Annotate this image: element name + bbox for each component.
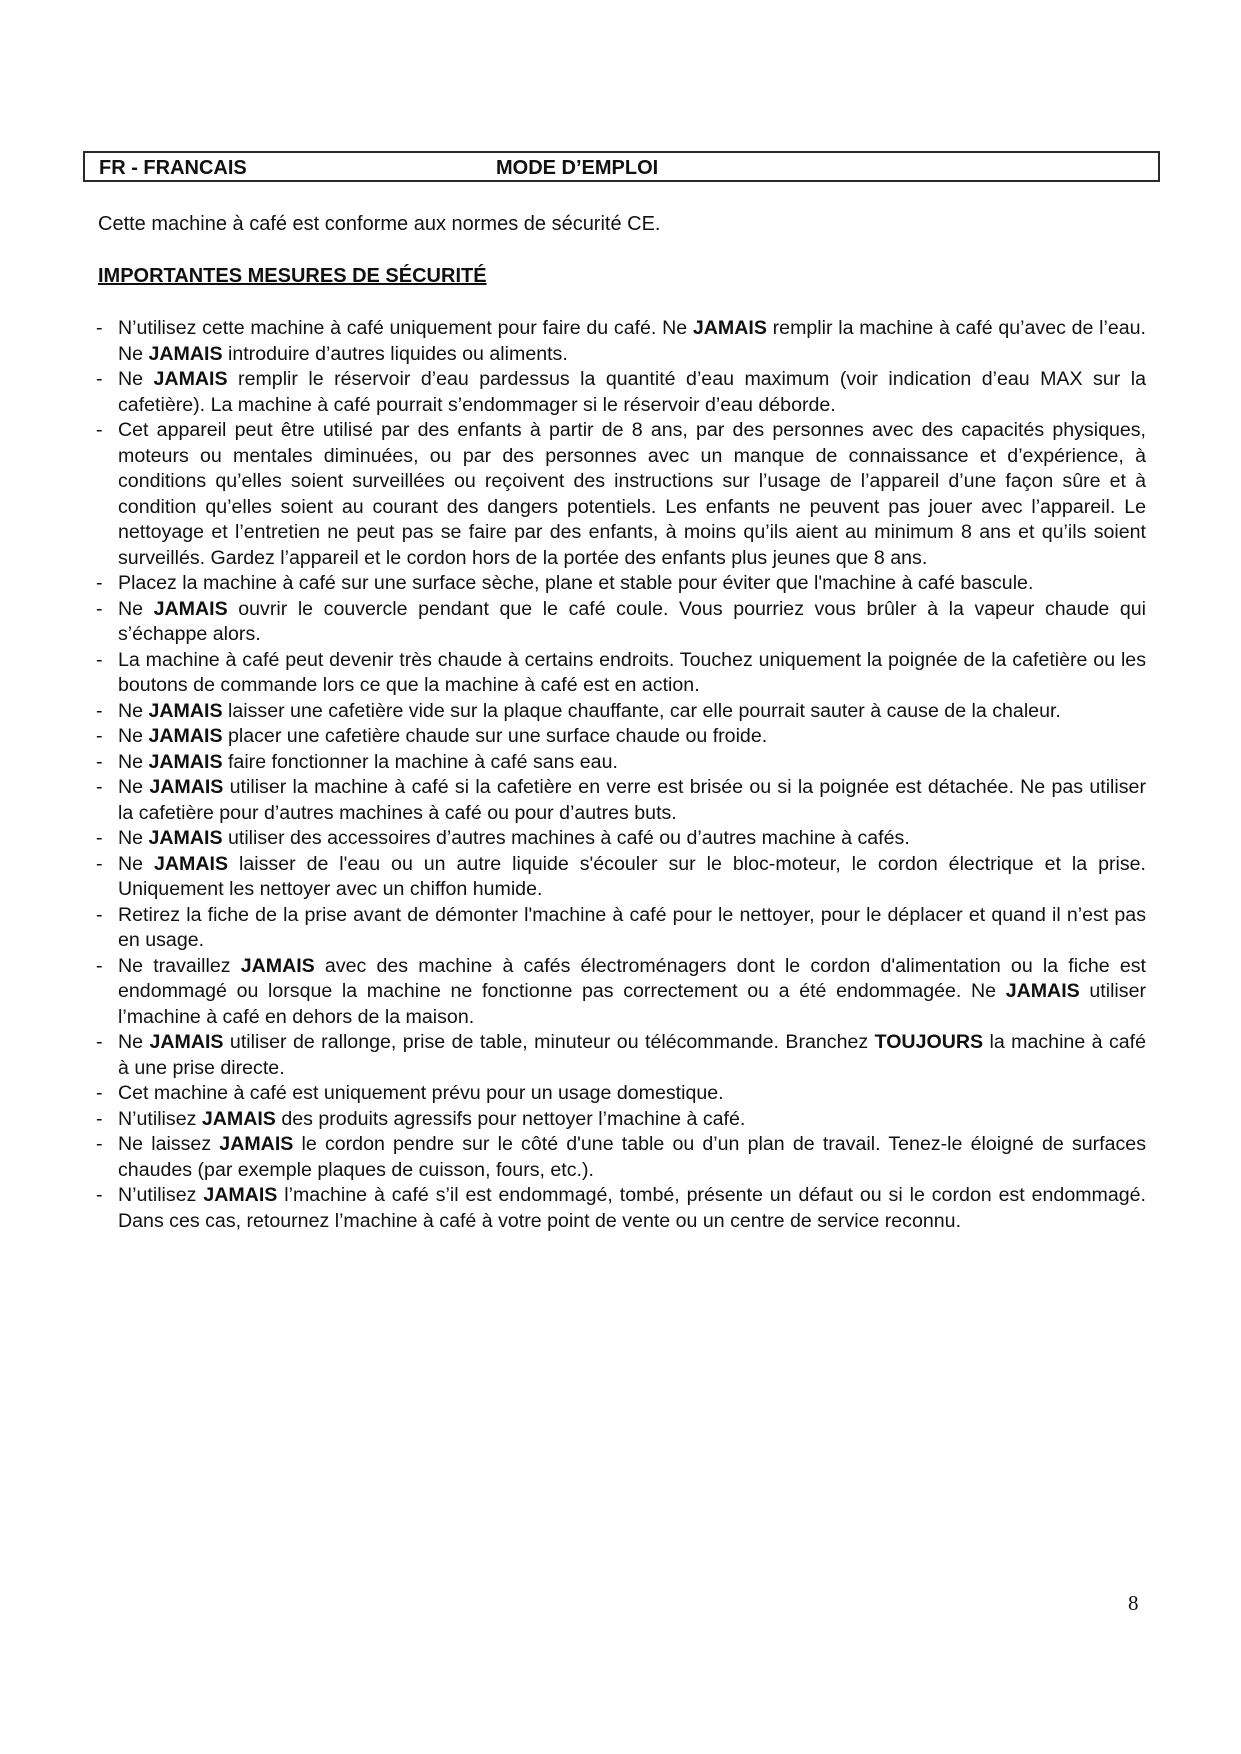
list-item: [94, 775, 1146, 826]
emphasis-text: JAMAIS: [153, 597, 228, 620]
item-text: introduire d’autres liquides ou aliments.: [222, 342, 568, 365]
emphasis-text: JAMAIS: [148, 827, 223, 849]
item-text: utiliser l’machine à café en dehors de la maison.: [118, 980, 1146, 1028]
list-marker: -: [96, 1133, 103, 1155]
list-item: [94, 597, 1146, 648]
emphasis-text: JAMAIS: [154, 852, 229, 875]
page-number: 8: [1128, 1591, 1139, 1615]
list-item: [94, 316, 1146, 367]
document-header: [83, 151, 1160, 182]
list-item: [94, 367, 1146, 418]
section-title: IMPORTANTES MESURES DE SÉCURITÉ: [98, 265, 487, 287]
list-item: [94, 648, 1146, 699]
list-marker: -: [96, 317, 103, 339]
emphasis-text: JAMAIS: [149, 776, 224, 798]
list-marker: -: [96, 827, 103, 849]
list-marker: -: [96, 419, 103, 441]
list-marker: -: [96, 725, 103, 747]
item-text: N’utilisez cette machine à café uniquement pour faire du café. Ne: [118, 317, 693, 339]
item-text: N’utilisez: [118, 1107, 202, 1130]
item-text: Ne: [118, 368, 154, 390]
list-item: [94, 1183, 1146, 1234]
emphasis-text: JAMAIS: [148, 750, 223, 773]
safety-instructions-list: [94, 316, 1146, 1234]
intro-paragraph: Cette machine à café est conforme aux normes de sécurité CE.: [98, 213, 661, 235]
emphasis-text: JAMAIS: [201, 1107, 276, 1130]
item-text: remplir le réservoir d’eau pardessus la quantité d’eau maximum (voir indication d’eau MAX sur la cafetière). La machine à café pourrait s’endommager si le réservoir d’eau déborde.: [118, 368, 1146, 416]
list-item: [94, 1107, 1146, 1133]
list-marker: -: [96, 852, 103, 875]
item-text: Ne: [118, 699, 149, 722]
list-marker: -: [96, 648, 103, 671]
item-text: Ne: [118, 776, 150, 798]
list-item: [94, 954, 1146, 1031]
emphasis-text: JAMAIS: [240, 954, 315, 977]
item-text: N’utilisez: [118, 1184, 204, 1206]
item-text: Placez la machine à café sur une surface sèche, plane et stable pour éviter que l'machine à café bascule.: [118, 572, 1034, 594]
item-text: laisser de l'eau ou un autre liquide s'écouler sur le bloc-moteur, le cordon électrique et la prise. Uniquement les nettoyer avec un chiffon humide.: [118, 852, 1146, 900]
list-marker: -: [96, 1184, 103, 1206]
item-text: la machine à café à une prise directe.: [118, 1031, 1146, 1079]
list-marker: -: [96, 1031, 103, 1053]
list-item: [94, 903, 1146, 954]
item-text: le cordon pendre sur le côté d'une table ou d’un plan de travail. Tenez-le éloigné de surfaces chaudes (par exemple plaques de cuisson, fours, etc.).: [118, 1133, 1146, 1181]
item-text: des produits agressifs pour nettoyer l’machine à café.: [275, 1107, 746, 1130]
list-item: [94, 418, 1146, 571]
item-text: utiliser des accessoires d’autres machines à café ou d’autres machine à cafés.: [222, 827, 910, 849]
emphasis-text: JAMAIS: [148, 699, 223, 722]
emphasis-text: JAMAIS: [1005, 980, 1080, 1002]
item-text: Ne: [118, 827, 149, 849]
list-marker: -: [96, 1082, 103, 1104]
list-marker: -: [96, 699, 103, 722]
emphasis-text: JAMAIS: [149, 1031, 224, 1053]
list-item: [94, 1132, 1146, 1183]
item-text: avec des machine à cafés électroménagers dont le cordon d'alimentation ou la fiche est endommagé ou lorsque la machine ne fonctionne pas correctement ou a été endommagée. Ne: [118, 954, 1146, 1002]
item-text: Ne laissez: [118, 1133, 220, 1155]
language-label: FR - FRANCAIS: [99, 157, 247, 179]
emphasis-text: TOUJOURS: [874, 1031, 984, 1053]
emphasis-text: JAMAIS: [148, 725, 223, 747]
item-text: Ne: [118, 1031, 150, 1053]
list-item: [94, 571, 1146, 597]
item-text: Ne travaillez: [118, 954, 241, 977]
item-text: laisser une cafetière vide sur la plaque chauffante, car elle pourrait sauter à cause de la chaleur.: [222, 699, 1061, 722]
item-text: ouvrir le couvercle pendant que le café coule. Vous pourriez vous brûler à la vapeur chaude qui s’échappe alors.: [118, 597, 1146, 645]
list-item: [94, 699, 1146, 725]
item-text: faire fonctionner la machine à café sans eau.: [222, 750, 618, 773]
item-text: remplir la machine à café qu’avec de l’eau. Ne: [118, 317, 1146, 365]
list-marker: -: [96, 776, 103, 798]
list-marker: -: [96, 572, 103, 594]
emphasis-text: JAMAIS: [203, 1184, 278, 1206]
list-item: [94, 750, 1146, 776]
item-text: l’machine à café s’il est endommagé, tombé, présente un défaut ou si le cordon est endommagé. Dans ces cas, retournez l’machine à café à votre point de vente ou un centre de service reconnu.: [118, 1184, 1146, 1232]
item-text: Ne: [118, 597, 154, 620]
item-text: La machine à café peut devenir très chaude à certains endroits. Touchez uniquement la poignée de la cafetière ou les boutons de commande lors ce que la machine à café est en action.: [118, 648, 1146, 696]
manual-title: MODE D’EMPLOI: [496, 157, 659, 179]
item-text: Ne: [118, 852, 154, 875]
item-text: Retirez la fiche de la prise avant de démonter l'machine à café pour le nettoyer, pour le déplacer et quand il n’est pas en usage.: [118, 903, 1146, 951]
emphasis-text: JAMAIS: [219, 1133, 294, 1155]
item-text: utiliser de rallonge, prise de table, minuteur ou télécommande. Branchez: [223, 1031, 875, 1053]
item-text: placer une cafetière chaude sur une surface chaude ou froide.: [222, 725, 768, 747]
item-text: Cet appareil peut être utilisé par des enfants à partir de 8 ans, par des personnes avec des capacités physiques, moteurs ou mentales diminuées, ou par des personnes avec un manque de connaissance et d’expérience, à conditions qu’elles soient surveillées ou reçoivent des instructions sur l’usage de l’appareil d’une façon sûre et à condition qu’elles soient au courant des dangers potentiels. Les enfants ne peuvent pas jouer avec l’appareil. Le nettoyage et l’entretien ne peut pas se faire par des enfants, à moins qu’ils aient au minimum 8 ans et qu’ils soient surveillés. Gardez l’appareil et le cordon hors de la portée des enfants plus jeunes que 8 ans.: [118, 419, 1146, 569]
list-marker: -: [96, 597, 103, 620]
emphasis-text: JAMAIS: [153, 368, 228, 390]
emphasis-text: JAMAIS: [148, 342, 223, 365]
list-marker: -: [96, 954, 103, 977]
item-text: Ne: [118, 750, 149, 773]
emphasis-text: JAMAIS: [692, 317, 767, 339]
list-marker: -: [96, 903, 103, 926]
item-text: utiliser la machine à café si la cafetière en verre est brisée ou si la poignée est détachée. Ne pas utiliser la cafetière pour d’autres machines à café ou pour d’autres buts.: [118, 776, 1146, 824]
list-item: [94, 724, 1146, 750]
list-marker: -: [96, 368, 103, 390]
list-item: [94, 826, 1146, 852]
item-text: Ne: [118, 725, 149, 747]
list-item: [94, 852, 1146, 903]
list-marker: -: [96, 750, 103, 773]
list-item: [94, 1081, 1146, 1107]
list-item: [94, 1030, 1146, 1081]
item-text: Cet machine à café est uniquement prévu pour un usage domestique.: [118, 1082, 724, 1104]
list-marker: -: [96, 1107, 103, 1130]
